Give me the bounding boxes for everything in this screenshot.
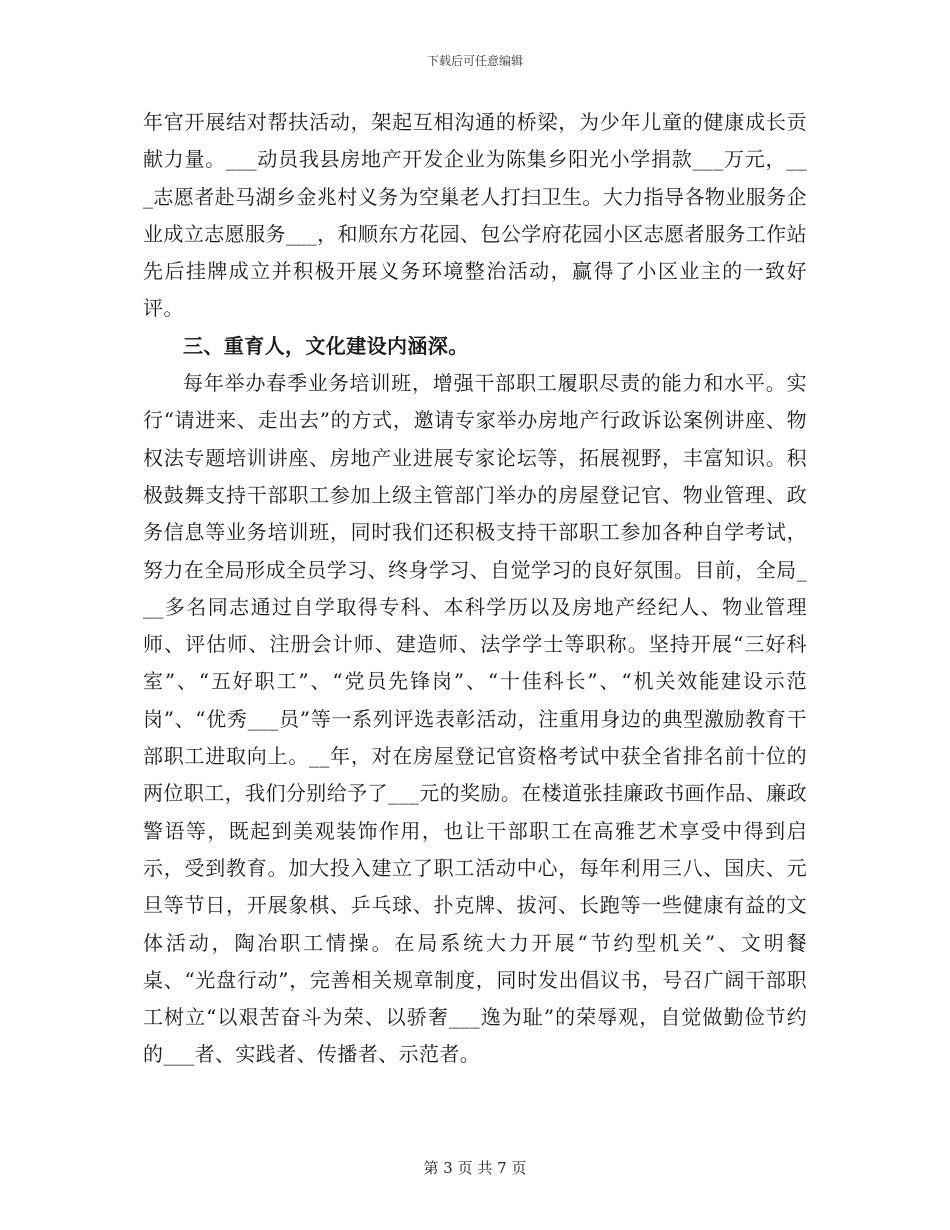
paragraph-continued: 年官开展结对帮扶活动，架起互相沟通的桥梁，为少年儿童的健康成长贡献力量。___动员我县房地产开发企业为陈集乡阳光小学捐款___万元，___志愿者赴马湖乡金兆村义务为空巢老人打扫卫生。大力指导各物业服务企业成立志愿服务___，和顺东方花园、包公学府花园小区志愿者服务工作站先后挂牌成立并积极开展义务环境整治活动，赢得了小区业主的一致好评。 <box>143 110 807 321</box>
section-heading: 三、重育人，文化建设内涵深。 <box>183 333 469 358</box>
page-header: 下载后可任意编辑 <box>426 54 523 68</box>
page-footer: 第 3 页 共 7 页 <box>423 1159 527 1177</box>
document-body <box>143 104 807 1074</box>
paragraph-culture: 每年举办春季业务培训班，增强干部职工履职尽责的能力和水平。实行“请进来、走出去”的方式，邀请专家举办房地产行政诉讼案例讲座、物权法专题培训讲座、房地产业进展专家论坛等，拓展视野，丰富知识。积极鼓舞支持干部职工参加上级主管部门举办的房屋登记官、物业管理、政务信息等业务培训班，同时我们还积极支持干部职工参加各种自学考试，努力在全局形成全员学习、终身学习、自觉学习的良好氛围。目前，全局___多名同志通过自学取得专科、本科学历以及房地产经纪人、物业管理师、评估师、注册会计师、建造师、法学学士等职称。坚持开展“三好科室”、“五好职工”、“党员先锋岗”、“十佳科长”、“机关效能建设示范岗”、“优秀___员”等一系列评选表彰活动，注重用身边的典型激励教育干部职工进取向上。__年，对在房屋登记官资格考试中获全省排名前十位的两位职工，我们分别给予了___元的奖励。在楼道张挂廉政书画作品、廉政警语等，既起到美观装饰作用，也让干部职工在高雅艺术享受中得到启示，受到教育。加大投入建立了职工活动中心，每年利用三八、国庆、元旦等节日，开展象棋、乒乓球、扑克牌、拔河、长跑等一些健康有益的文体活动，陶冶职工情操。在局系统大力开展“节约型机关”、文明餐桌、“光盘行动”，完善相关规章制度，同时发出倡议书，号召广阔干部职工树立“以艰苦奋斗为荣、以骄奢___逸为耻”的荣辱观，自觉做勤俭节约的___者、实践者、传播者、示范者。 <box>143 371 807 1067</box>
